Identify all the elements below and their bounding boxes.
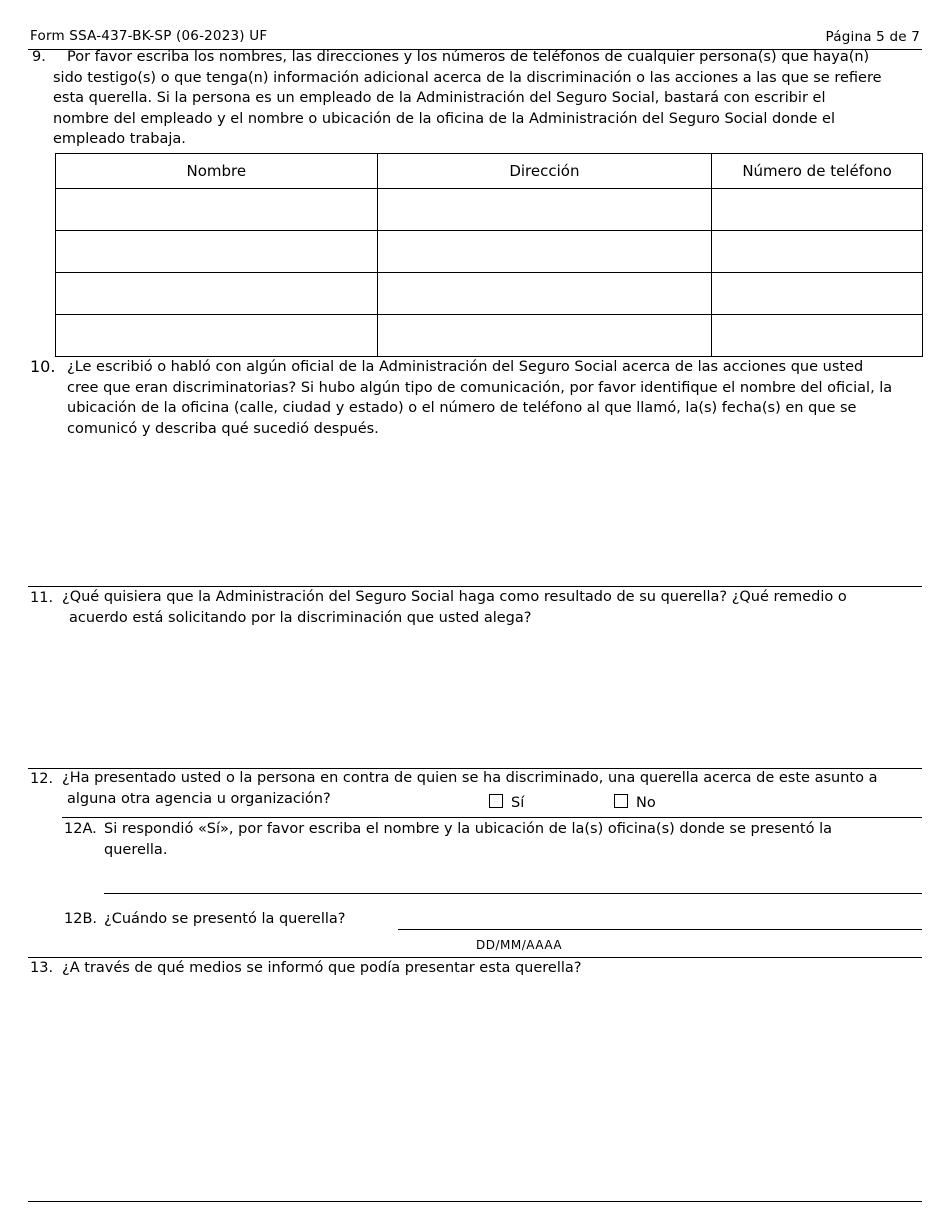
witness-phone-field[interactable] — [712, 189, 923, 231]
witness-name-field[interactable] — [56, 273, 378, 315]
q13-answer-area[interactable] — [28, 985, 922, 1197]
q9-line: nombre del empleado y el nombre o ubicación de la oficina de la Administración del Seguro Social donde el — [53, 110, 835, 127]
q12a-label: 12A. — [64, 821, 97, 837]
witness-name-field[interactable] — [56, 231, 378, 273]
page-number: Página 5 de 7 — [825, 29, 920, 45]
q12b-answer-line — [398, 929, 922, 930]
q12b-label: 12B. — [64, 911, 98, 927]
q12a-answer-line — [104, 893, 922, 894]
form-id: Form SSA-437-BK-SP (06-2023) UF — [30, 28, 268, 44]
q12-line: ¿Ha presentado usted o la persona en contra de quien se ha discriminado, una querella acerca de este asunto a — [62, 770, 878, 786]
footer-divider — [28, 1201, 922, 1202]
q10-line: comunicó y describa qué sucedió después. — [67, 420, 379, 437]
witness-phone-field[interactable] — [712, 231, 923, 273]
q10-line: ¿Le escribió o habló con algún oficial de la Administración del Seguro Social acerca de las acciones que usted — [67, 359, 864, 375]
witness-phone-field[interactable] — [712, 315, 923, 357]
q9-text — [53, 47, 933, 150]
q9-line: empleado trabaja. — [53, 131, 186, 147]
witness-address-field[interactable] — [377, 231, 712, 273]
q9-number: 9. — [32, 49, 46, 65]
yes-checkbox[interactable] — [489, 794, 503, 808]
column-header-telefono: Número de teléfono — [712, 154, 923, 189]
no-option[interactable] — [614, 793, 656, 813]
q11-line: acuerdo está solicitando por la discriminación que usted alega? — [69, 609, 532, 626]
q9-line: sido testigo(s) o que tenga(n) información adicional acerca de la discriminación o las acciones a las que se refiere — [53, 69, 882, 86]
table-row — [56, 315, 923, 357]
witness-table-header — [56, 154, 923, 189]
q11-answer-area[interactable] — [28, 632, 922, 764]
table-row — [56, 273, 923, 315]
q13-number: 13. — [30, 960, 54, 976]
no-checkbox[interactable] — [614, 794, 628, 808]
yes-option[interactable] — [489, 793, 524, 813]
q11-text — [62, 587, 932, 628]
q13-text: ¿A través de qué medios se informó que podía presentar esta querella? — [62, 960, 582, 976]
q10-text — [67, 357, 937, 439]
q9-line: Por favor escriba los nombres, las direcciones y los números de teléfonos de cualquier persona(s) que haya(n) — [67, 49, 870, 65]
witness-address-field[interactable] — [377, 273, 712, 315]
q11-number: 11. — [30, 590, 54, 606]
q12b-date-field[interactable] — [398, 904, 922, 928]
q12b-text: ¿Cuándo se presentó la querella? — [104, 911, 346, 927]
q9-line: esta querella. Si la persona es un empleado de la Administración del Seguro Social, bastará con escribir el — [53, 90, 826, 106]
q12-line: alguna otra agencia u organización? — [67, 790, 331, 807]
table-row — [56, 231, 923, 273]
q12a-line: querella. — [104, 841, 168, 858]
date-format-hint: DD/MM/AAAA — [476, 938, 563, 952]
column-header-nombre: Nombre — [56, 154, 378, 189]
q11-line: ¿Qué quisiera que la Administración del Seguro Social haga como resultado de su querella? ¿Qué remedio o — [62, 589, 847, 605]
yes-label: Sí — [511, 795, 525, 811]
q12-number: 12. — [30, 771, 54, 787]
q10-line: cree que eran discriminatorias? Si hubo algún tipo de comunicación, por favor identifique el nombre del oficial, la — [67, 379, 893, 396]
witness-phone-field[interactable] — [712, 273, 923, 315]
witness-table — [55, 153, 923, 357]
q10-number: 10. — [30, 357, 56, 376]
q12a-answer-field[interactable] — [104, 862, 922, 893]
witness-address-field[interactable] — [377, 315, 712, 357]
q10-answer-area[interactable] — [28, 445, 922, 583]
q10-line: ubicación de la oficina (calle, ciudad y estado) o el número de teléfono al que llamó, la(s) fecha(s) en que se — [67, 400, 857, 416]
no-label: No — [636, 795, 656, 811]
column-header-direccion: Dirección — [377, 154, 712, 189]
q12-divider — [62, 817, 922, 818]
table-row — [56, 189, 923, 231]
q12a-line: Si respondió «Sí», por favor escriba el nombre y la ubicación de la(s) oficina(s) donde se presentó la — [104, 821, 832, 837]
witness-name-field[interactable] — [56, 315, 378, 357]
witness-address-field[interactable] — [377, 189, 712, 231]
q12a-text — [104, 819, 922, 860]
witness-name-field[interactable] — [56, 189, 378, 231]
